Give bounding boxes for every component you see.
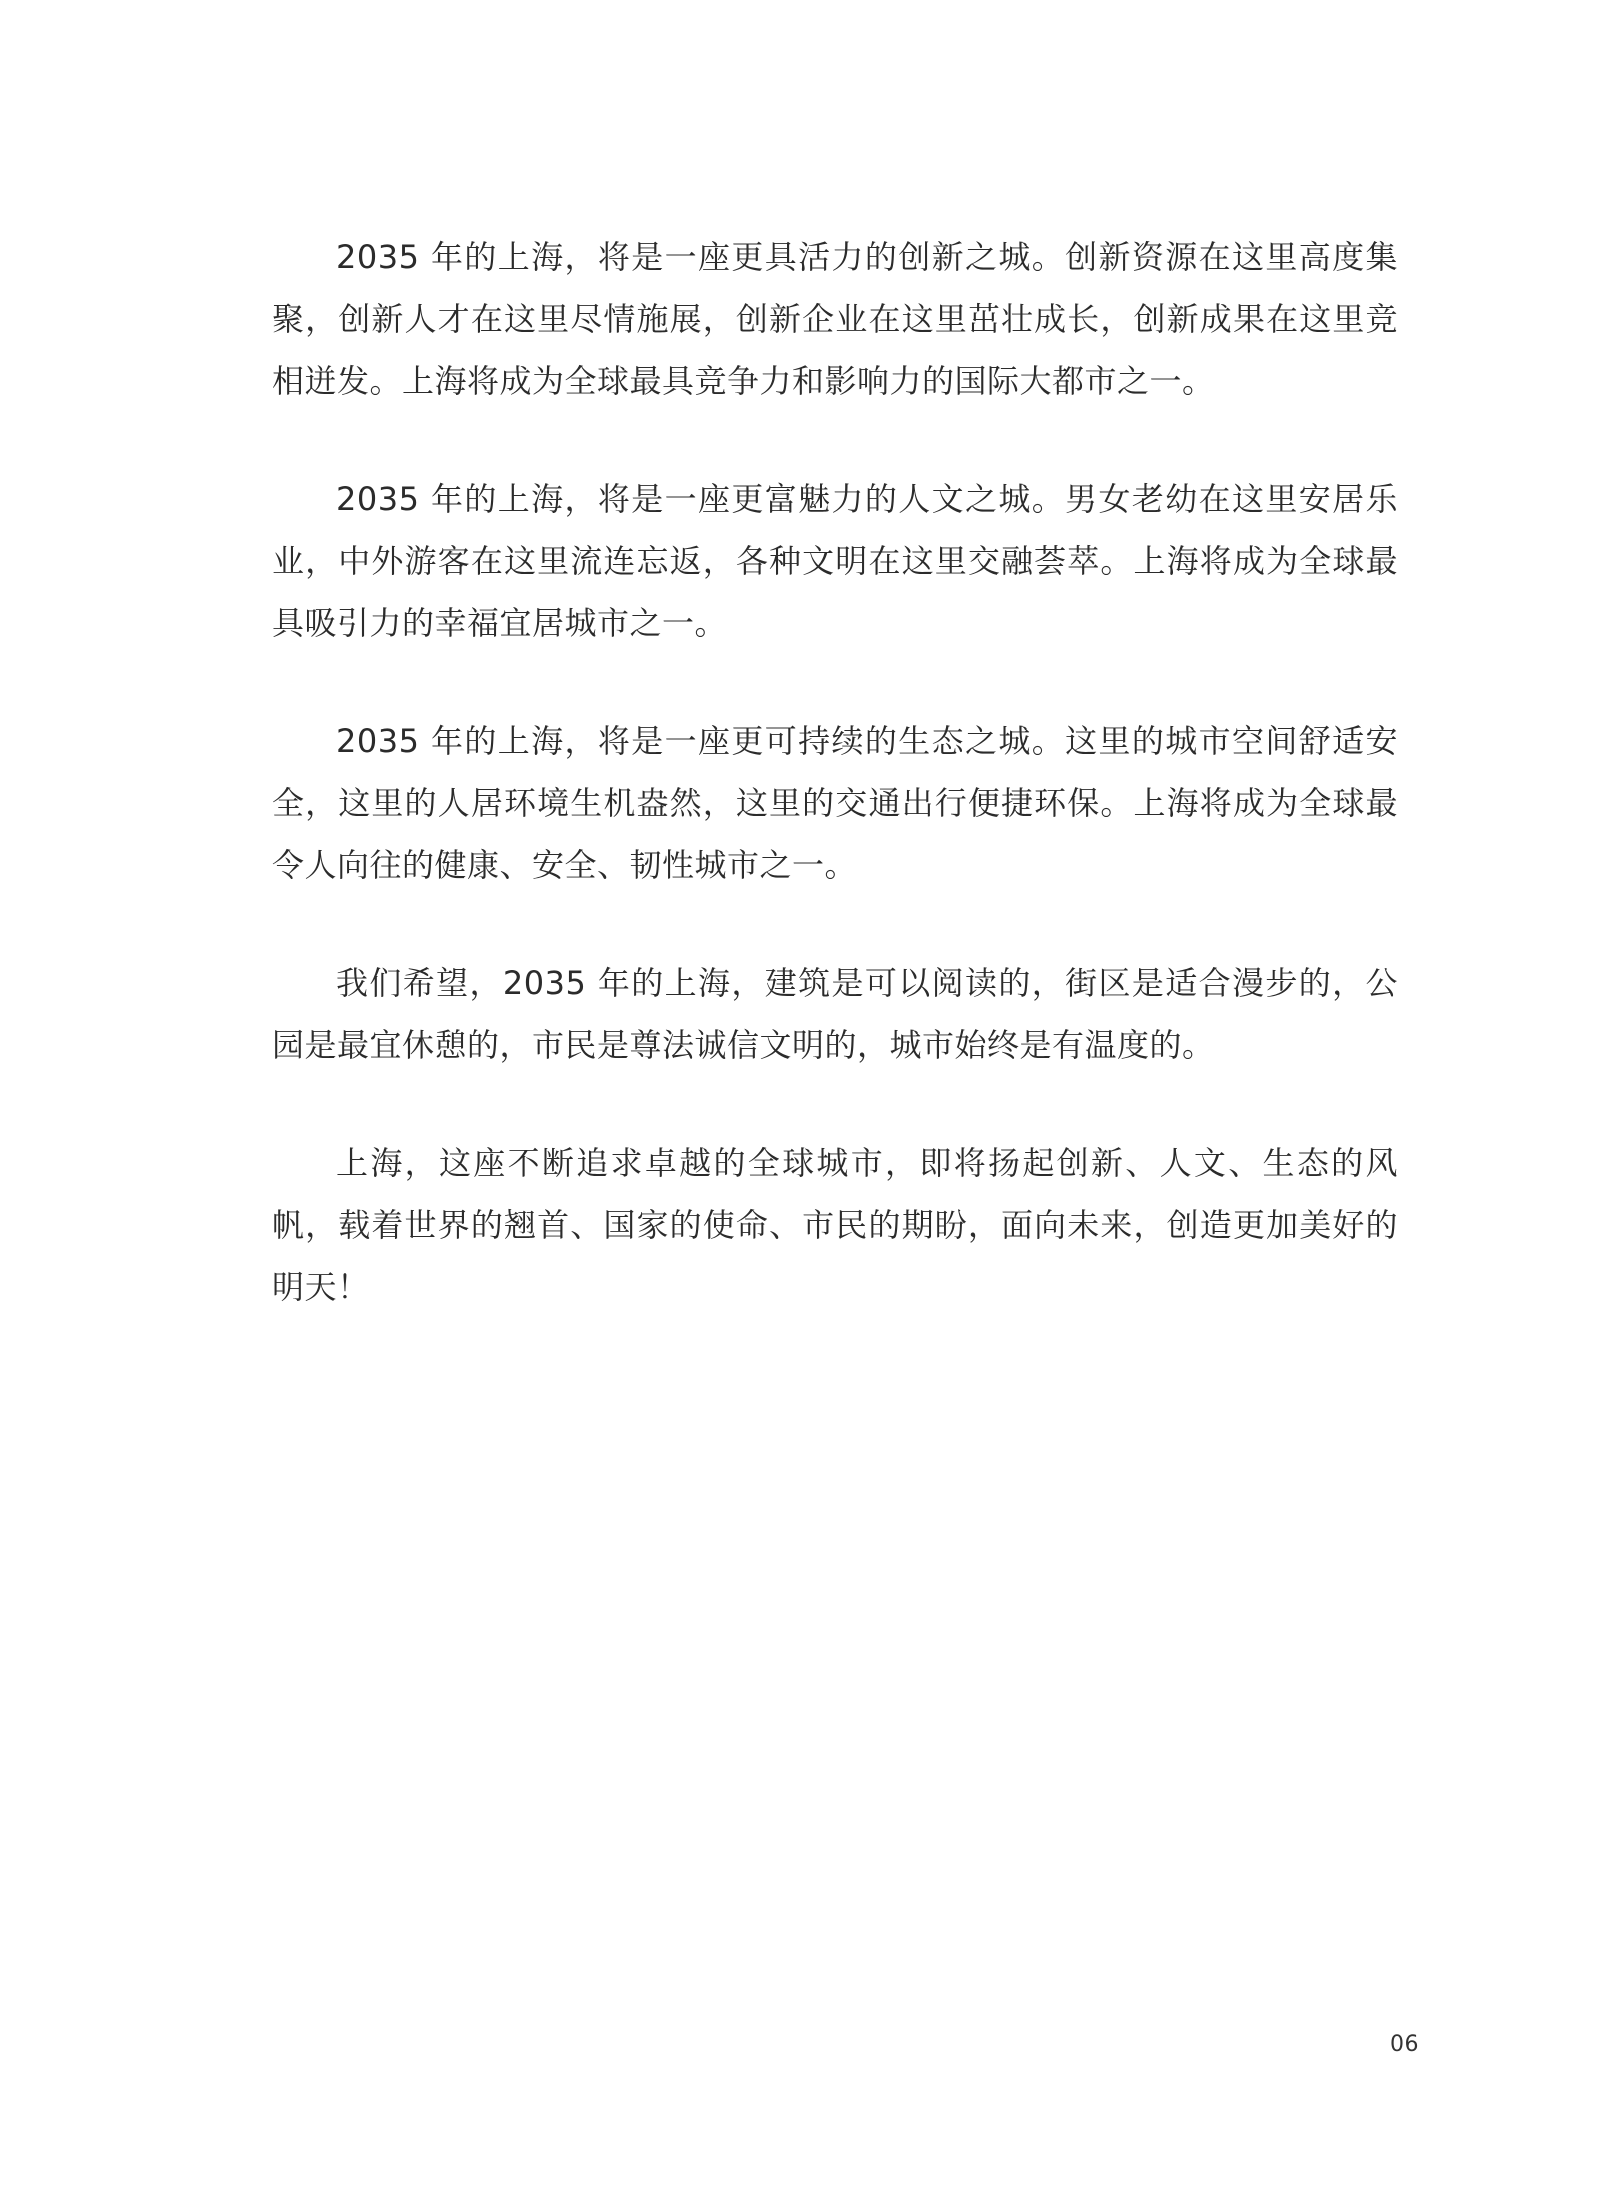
paragraph-hope: 我们希望，2035 年的上海，建筑是可以阅读的，街区是适合漫步的，公园是最宜休憩的，市民是尊法诚信文明的，城市始终是有温度的。 [272, 964, 1398, 1064]
paragraph-culture: 2035 年的上海，将是一座更富魅力的人文之城。男女老幼在这里安居乐业，中外游客在这里流连忘返，各种文明在这里交融荟萃。上海将成为全球最具吸引力的幸福宜居城市之一。 [272, 480, 1398, 642]
body-text [272, 226, 1398, 1318]
paragraph-future: 上海，这座不断追求卓越的全球城市，即将扬起创新、人文、生态的风帆，载着世界的翘首、国家的使命、市民的期盼，面向未来，创造更加美好的明天！ [272, 1144, 1398, 1306]
paragraph-ecology: 2035 年的上海，将是一座更可持续的生态之城。这里的城市空间舒适安全，这里的人居环境生机盎然，这里的交通出行便捷环保。上海将成为全球最令人向往的健康、安全、韧性城市之一。 [272, 722, 1398, 884]
paragraph-innovation: 2035 年的上海，将是一座更具活力的创新之城。创新资源在这里高度集聚，创新人才在这里尽情施展，创新企业在这里茁壮成长，创新成果在这里竞相迸发。上海将成为全球最具竞争力和影响力的国际大都市之一。 [272, 238, 1398, 400]
page-number: 06 [1390, 2032, 1419, 2057]
